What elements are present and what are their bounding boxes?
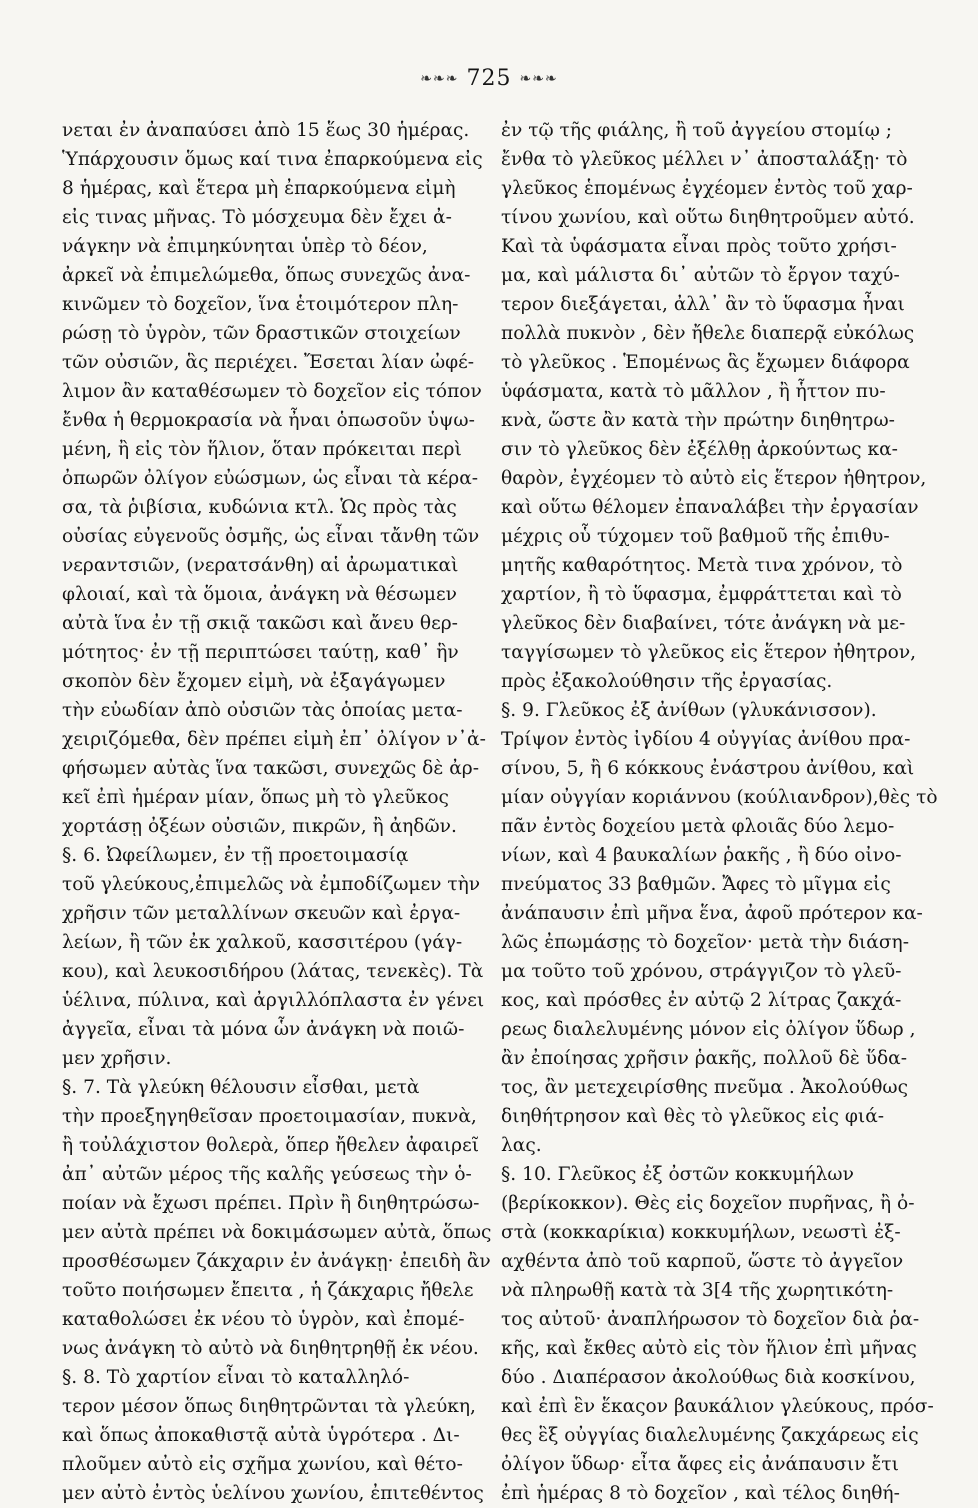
- text-line: τὸ γλεῦκος . Ἑπομένως ἃς ἔχωμεν διάφορα: [501, 352, 910, 373]
- text-line: σιν τὸ γλεῦκος δὲν ἐξέλθῃ ἀρκούντως κα-: [501, 439, 898, 460]
- text-line: τὴν εὐωδίαν ἀπὸ οὐσιῶν τὰς ὁποίας μετα-: [62, 700, 463, 721]
- text-line: λιμον ἂν καταθέσωμεν τὸ δοχεῖον εἰς τόπον: [62, 381, 482, 402]
- text-line: Ὑπάρχουσιν ὅμως καί τινα ἐπαρκούμενα εἰς: [62, 149, 483, 170]
- text-line: δύο . Διαπέρασον ἀκολούθως διὰ κοσκίνου,: [501, 1367, 916, 1388]
- text-line: θες ἓξ οὐγγίας διαλελυμένης ζακχάρεως εἰς: [501, 1425, 919, 1446]
- text-line: κου), καὶ λευκοσιδήρου (λάτας, τενεκὲς). Τὰ: [62, 961, 484, 982]
- text-line: νεται ἐν ἀναπαύσει ἀπὸ 15 ἕως 30 ἡμέρας.: [62, 120, 470, 141]
- text-line: καταθολώσει ἐκ νέου τὸ ὑγρὸν, καὶ ἐπομέ-: [62, 1309, 465, 1330]
- text-line: στὰ (κοκκαρίκια) κοκκυμήλων, νεωστὶ ἐξ-: [501, 1222, 901, 1243]
- text-line: μα, καὶ μάλιστα δι᾽ αὐτῶν τὸ ἔργον ταχύ-: [501, 265, 900, 286]
- text-line: λείων, ἢ τῶν ἐκ χαλκοῦ, κασσιτέρου (γάγ-: [62, 932, 463, 953]
- text-line: χαρτίον, ἢ τὸ ὕφασμα, ἐμφράττεται καὶ τὸ: [501, 584, 902, 605]
- text-line: χρῆσιν τῶν μεταλλίνων σκευῶν καὶ ἐργα-: [62, 903, 461, 924]
- text-line: τίνου χωνίου, καὶ οὕτω διηθητροῦμεν αὐτό.: [501, 207, 915, 228]
- text-line: καὶ ὅπως ἀποκαθιστᾷ αὐτὰ ὑγρότερα . Δι-: [62, 1425, 460, 1446]
- text-line: φλοιαί, καὶ τὰ ὅμοια, ἀνάγκη νὰ θέσωμεν: [62, 584, 457, 605]
- text-line: πρὸς ἐξακολούθησιν τῆς ἐργασίας.: [501, 671, 833, 692]
- text-line: μα τοῦτο τοῦ χρόνου, στράγγιζον τὸ γλεῦ-: [501, 961, 902, 982]
- text-line: §. 8. Τὸ χαρτίον εἶναι τὸ καταλληλό-: [62, 1367, 410, 1388]
- text-line: πλοῦμεν αὐτὸ εἰς σχῆμα χωνίου, καὶ θέτο-: [62, 1454, 463, 1475]
- text-line: ἀγγεῖα, εἶναι τὰ μόνα ὧν ἀνάγκη νὰ ποιῶ-: [62, 1019, 465, 1040]
- text-line: τερον μέσον ὅπως διηθητρῶνται τὰ γλεύκη,: [62, 1396, 476, 1417]
- text-line: προσθέσωμεν ζάκχαριν ἐν ἀνάγκῃ· ἐπειδὴ ἂν: [62, 1251, 491, 1272]
- text-line: ὑέλινα, πύλινα, καὶ ἀργιλλόπλαστα ἐν γένει: [62, 990, 485, 1011]
- text-line: τερον διεξάγεται, ἀλλ᾽ ἂν τὸ ὕφασμα ἦναι: [501, 294, 905, 315]
- text-line: ἐν τῷ τῆς φιάλης, ἢ τοῦ ἀγγείου στομίῳ ;: [501, 120, 893, 141]
- text-line: γλεῦκος δὲν διαβαίνει, τότε ἀνάγκη νὰ με-: [501, 613, 906, 634]
- text-line: μότητος· ἐν τῇ περιπτώσει ταύτῃ, καθ᾽ ἣν: [62, 642, 459, 663]
- text-line: Τρίψον ἐντὸς ἰγδίου 4 οὐγγίας ἀνίθου πρα-: [501, 729, 911, 750]
- text-line: λας.: [501, 1135, 542, 1156]
- text-line: σα, τὰ ῥιβίσια, κυδώνια κτλ. Ὡς πρὸς τὰς: [62, 497, 457, 518]
- text-line: κνὰ, ὥστε ἂν κατὰ τὴν πρώτην διηθητρω-: [501, 410, 895, 431]
- text-line: τοῦτο ποιήσωμεν ἔπειτα , ἡ ζάκχαρις ἤθελε: [62, 1280, 474, 1301]
- page-number: 725: [466, 66, 512, 91]
- text-line: ποίαν νὰ ἔχωσι πρέπει. Πρὶν ἢ διηθητρώσω-: [62, 1193, 480, 1214]
- text-line: λῶς ἐπωμάσῃς τὸ δοχεῖον· μετὰ τὴν διάση-: [501, 932, 909, 953]
- text-line: μεν αὐτὸ ἐντὸς ὑελίνου χωνίου, ἐπιτεθέντος: [62, 1483, 484, 1504]
- text-line: νὰ πληρωθῇ κατὰ τὰ 3[4 τῆς χωρητικότη-: [501, 1280, 894, 1301]
- text-line: εἰς τινας μῆνας. Τὸ μόσχευμα δὲν ἔχει ἀ-: [62, 207, 452, 228]
- text-line: καὶ ἐπὶ ἓν ἕκαςον βαυκάλιον γλεύκους, πρόσ-: [501, 1396, 934, 1417]
- text-line: οὐσίας εὐγενοῦς ὀσμῆς, ὡς εἶναι τἄνθη τῶν: [62, 526, 480, 547]
- text-line: νίων, καὶ 4 βαυκαλίων ῥακῆς , ἢ δύο οἰνο-: [501, 845, 902, 866]
- text-line: ρώσῃ τὸ ὑγρὸν, τῶν δραστικῶν στοιχείων: [62, 323, 461, 344]
- text-line: ἔνθα ἡ θερμοκρασία νὰ ἦναι ὁπωσοῦν ὑψω-: [62, 410, 475, 431]
- text-line: μεν χρῆσιν.: [62, 1048, 172, 1069]
- page-header: [0, 66, 978, 91]
- text-line: §. 7. Τὰ γλεύκη θέλουσιν εἶσθαι, μετὰ: [62, 1077, 420, 1098]
- text-line: μεν αὐτὰ πρέπει νὰ δοκιμάσωμεν αὐτὰ, ὅπως: [62, 1222, 492, 1243]
- text-line: ὀπωρῶν ὀλίγον εὐώσμων, ὡς εἶναι τὰ κέρα-: [62, 468, 479, 489]
- text-line: διηθήτρησον καὶ θὲς τὸ γλεῦκος εἰς φιά-: [501, 1106, 885, 1127]
- text-line: ἀρκεῖ νὰ ἐπιμελώμεθα, ὅπως συνεχῶς ἀνα-: [62, 265, 471, 286]
- text-line: §. 6. Ὠφείλωμεν, ἐν τῇ προετοιμασίᾳ: [62, 845, 409, 866]
- text-line: αχθέντα ἀπὸ τοῦ καρποῦ, ὥστε τὸ ἀγγεῖον: [501, 1251, 904, 1272]
- text-line: §. 9. Γλεῦκος ἐξ ἀνίθων (γλυκάνισσον).: [501, 700, 877, 721]
- text-line: πολλὰ πυκνὸν , δὲν ἤθελε διαπερᾷ εὐκόλως: [501, 323, 915, 344]
- text-line: χορτάσῃ ὀξέων οὐσιῶν, πικρῶν, ἢ ἀηδῶν.: [62, 816, 457, 837]
- right-column: [501, 116, 938, 1508]
- text-line: νεραντσιῶν, (νερατσάνθη) αἱ ἀρωματικαὶ: [62, 555, 459, 576]
- text-line: νως ἀνάγκη τὸ αὐτὸ νὰ διηθητρηθῇ ἐκ νέου.: [62, 1338, 479, 1359]
- text-line: Καὶ τὰ ὑφάσματα εἶναι πρὸς τοῦτο χρήσι-: [501, 236, 897, 257]
- text-line: αὐτὰ ἵνα ἐν τῇ σκιᾷ τακῶσι καὶ ἄνευ θερ-: [62, 613, 458, 634]
- text-line: φήσωμεν αὐτὰς ἵνα τακῶσι, συνεχῶς δὲ ἀρ-: [62, 758, 479, 779]
- text-line: τοῦ γλεύκους,ἐπιμελῶς νὰ ἐμποδίζωμεν τὴν: [62, 874, 481, 895]
- ornament-right: ❧❧❧: [519, 71, 558, 87]
- text-line: κινῶμεν τὸ δοχεῖον, ἵνα ἑτοιμότερον πλη-: [62, 294, 459, 315]
- text-line: νάγκην νὰ ἐπιμηκύνηται ὑπὲρ τὸ δέον,: [62, 236, 428, 257]
- text-line: μητῆς καθαρότητος. Μετὰ τινα χρόνον, τὸ: [501, 555, 903, 576]
- text-line: σκοπὸν δὲν ἔχομεν εἰμὴ, νὰ ἐξαγάγωμεν: [62, 671, 446, 692]
- text-line: ρεως διαλελυμένης μόνον εἰς ὀλίγον ὕδωρ ,: [501, 1019, 916, 1040]
- text-line: καὶ οὕτω θέλομεν ἐπαναλάβει τὴν ἐργασίαν: [501, 497, 919, 518]
- text-line: 8 ἡμέρας, καὶ ἕτερα μὴ ἐπαρκούμενα εἰμὴ: [62, 178, 456, 199]
- text-line: κῆς, καὶ ἔκθες αὐτὸ εἰς τὸν ἥλιον ἐπὶ μῆνας: [501, 1338, 917, 1359]
- text-line: ταγγίσωμεν τὸ γλεῦκος εἰς ἕτερον ἠθητρον,: [501, 642, 917, 663]
- text-line: ἀπ᾽ αὐτῶν μέρος τῆς καλῆς γεύσεως τὴν ὁ-: [62, 1164, 472, 1185]
- text-line: ἀνάπαυσιν ἐπὶ μῆνα ἕνα, ἀφοῦ πρότερον κα-: [501, 903, 923, 924]
- text-line: μένη, ἢ εἰς τὸν ἥλιον, ὅταν πρόκειται περὶ: [62, 439, 462, 460]
- text-line: τος αὐτοῦ· ἀναπλήρωσον τὸ δοχεῖον διὰ ῥα-: [501, 1309, 920, 1330]
- text-line: §. 10. Γλεῦκος ἐξ ὀστῶν κοκκυμήλων: [501, 1164, 854, 1185]
- text-line: χειριζόμεθα, δὲν πρέπει εἰμὴ ἐπ᾽ ὀλίγον ν᾽ἀ-: [62, 729, 486, 750]
- text-line: κεῖ ἐπὶ ἡμέραν μίαν, ὅπως μὴ τὸ γλεῦκος: [62, 787, 449, 808]
- text-line: θαρὸν, ἐγχέομεν τὸ αὐτὸ εἰς ἕτερον ἠθητρον,: [501, 468, 927, 489]
- text-line: ὀλίγον ὕδωρ· εἶτα ἄφες εἰς ἀνάπαυσιν ἔτι: [501, 1454, 899, 1475]
- text-line: ἔνθα τὸ γλεῦκος μέλλει ν᾽ ἀποσταλάξῃ· τὸ: [501, 149, 908, 170]
- text-line: ἂν ἐποίησας χρῆσιν ῥακῆς, πολλοῦ δὲ ὕδα-: [501, 1048, 907, 1069]
- text-line: σίνου, 5, ἢ 6 κόκκους ἐνάστρου ἀνίθου, καὶ: [501, 758, 915, 779]
- text-line: μέχρις οὗ τύχομεν τοῦ βαθμοῦ τῆς ἐπιθυ-: [501, 526, 890, 547]
- ornament-left: ❧❧❧: [420, 71, 459, 87]
- text-line: τος, ἂν μετεχειρίσθης πνεῦμα . Ἀκολούθως: [501, 1077, 909, 1098]
- text-line: κος, καὶ πρόσθες ἐν αὐτῷ 2 λίτρας ζακχά-: [501, 990, 902, 1011]
- text-line: πᾶν ἐντὸς δοχείου μετὰ φλοιᾶς δύο λεμο-: [501, 816, 895, 837]
- text-line: πνεύματος 33 βαθμῶν. Ἄφες τὸ μῖγμα εἰς: [501, 874, 891, 895]
- text-line: τῶν οὐσιῶν, ἃς περιέχει. Ἔσεται λίαν ὠφέ-: [62, 352, 475, 373]
- text-line: ἢ τοὐλάχιστον θολερὰ, ὅπερ ἤθελεν ἀφαιρεῖ: [62, 1135, 479, 1156]
- text-line: (βερίκοκκον). Θὲς εἰς δοχεῖον πυρῆνας, ἢ ὀ-: [501, 1193, 915, 1214]
- text-line: τὴν προεξηγηθεῖσαν προετοιμασίαν, πυκνὰ,: [62, 1106, 477, 1127]
- text-line: ὑφάσματα, κατὰ τὸ μᾶλλον , ἢ ἧττον πυ-: [501, 381, 886, 402]
- text-line: γλεῦκος ἑπομένως ἐγχέομεν ἐντὸς τοῦ χαρ-: [501, 178, 913, 199]
- text-line: μίαν οὐγγίαν κοριάννου (κούλιανδρον),θὲς τὸ: [501, 787, 938, 808]
- text-line: ἐπὶ ἡμέρας 8 τὸ δοχεῖον , καὶ τέλος διηθή-: [501, 1483, 900, 1504]
- left-column: [62, 116, 498, 1508]
